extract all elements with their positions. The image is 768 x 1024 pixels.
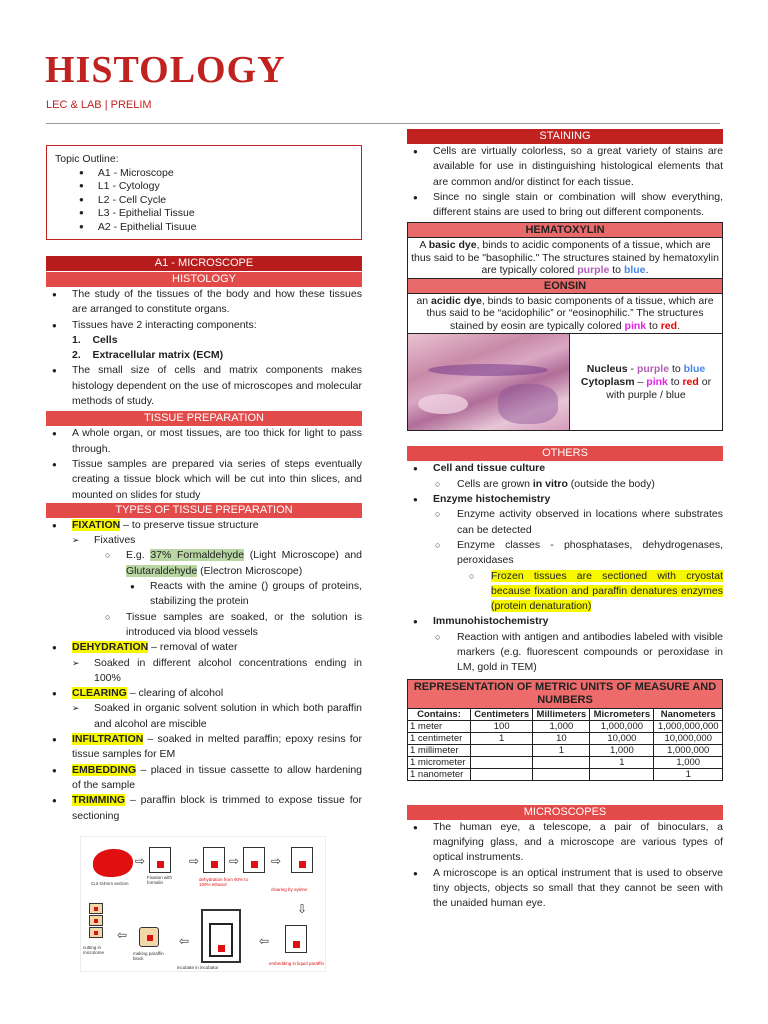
vessel-container [243,847,265,873]
component-cells: Cells [92,333,118,346]
color-blue: blue [683,362,706,375]
fixatives-example [46,548,362,579]
table-cell [470,744,532,756]
histology-point: ● The small size of cells and matrix components makes histology dependent on the use of microscopes and molecular methods of study. [46,363,362,409]
table-cell [470,756,532,768]
flow-label-fixation: Fixation with formalin [147,875,173,885]
embedding-desc: – placed in tissue cassette to allow hardening of the sample [72,763,362,791]
arrow-right-icon: ⇨ [135,854,146,868]
hema-a: A [419,239,429,252]
frozen-note [407,569,723,615]
table-cell: 1,000 [590,744,654,756]
to-text: to [667,375,683,388]
flow-label-cut: Cut 4/4mm section [91,881,129,886]
or-text: or with purple / blue [606,375,712,401]
table-row [408,756,723,768]
outline-item: ● L3 - Epithelial Tissue [79,207,353,221]
fixation-desc: – to preserve tissue structure [120,518,259,531]
section-header-a1: A1 - MICROSCOPE [46,256,362,271]
color-red: red [660,319,678,332]
step-fixation [46,518,362,533]
immuno-sub: ○ Reaction with antigen and antibodies labeled with visible markers (e.g. fluorescent compounds or peroxidase in LM, gold in TEM) [407,630,723,676]
enzyme-sub: ○ Enzyme classes - phosphatases, dehydrogenases, peroxidases [407,538,723,569]
he-example-row [408,334,722,430]
table-header: Centimeters [470,708,532,720]
table-cell: 1,000,000 [654,744,723,756]
eos-an: an [416,294,432,307]
term-trimming: TRIMMING [72,794,126,807]
dehydration-sub: ➢ Soaked in different alcohol concentrations ending in 100% [46,656,362,687]
term-embedding: EMBEDDING [72,763,137,776]
hematoxylin-desc [408,238,722,279]
invitro-text: in vitro [532,477,568,490]
histology-point: ● The study of the tissues of the body and how these tissues are arranged to constitute organs. [46,287,362,318]
section-header-histology: HISTOLOGY [46,272,362,287]
table-cell: 1 centimeter [408,732,471,744]
hema-text: , binds to acidic components of a tissue, which are thus said to be "basophilic." The structures stained by hematoxylin are typically colored [411,239,719,277]
outline-item: ● A2 - Epithelial Tisuue [79,221,353,235]
outline-item: ● L1 - Cytology [79,180,353,194]
dye-table [407,222,723,431]
table-cell: 1 [533,744,590,756]
histology-point: ● Tissues have 2 interacting components: [46,318,362,333]
eg-text: E.g. [126,549,151,562]
tissue-prep-point: ● A whole organ, or most tissues, are too thick for light to pass through. [46,426,362,457]
microscope-point: ● A microscope is an optical instrument that is used to observe tiny objects, objects so small that they cannot be seen with the unaided human eye. [407,866,723,912]
eosin-header: EONSIN [408,279,722,294]
others-enzyme: ● Enzyme histochemistry [407,492,723,507]
divider [46,123,720,124]
arrow-left-icon: ⇦ [259,934,270,948]
eos-acidic-dye: acidic dye [431,294,482,307]
enzyme-sub: ○ Enzyme activity observed in locations where substrates can be detected [407,507,723,538]
eos-text: , binds to basic components of a tissue, which are thus said to be “acidophilic” or “eosinophilic.” The structures stained by eosin are typically colored [426,294,714,332]
table-cell: 10 [533,732,590,744]
arrow-left-icon: ⇦ [117,928,128,942]
outline-item: ● A1 - Microscope [79,167,353,181]
table-cell: 1 [470,732,532,744]
fixatives-label: ➢ Fixatives [46,533,362,548]
em-text: (Electron Microscope) [197,564,303,577]
table-cell: 1,000,000,000 [654,720,723,732]
components-list [46,333,362,364]
flow-label-dehydration: dehydration from 90% to 100% ethanol [199,877,249,887]
component-ecm: Extracellular matrix (ECM) [92,349,224,362]
fixation-container [149,847,171,873]
color-red: red [682,375,699,388]
table-cell: 10,000,000 [654,732,723,744]
section-header-tissue-prep: TISSUE PREPARATION [46,411,362,426]
eosin-desc [408,294,722,335]
table-cell [533,768,590,780]
tissue-prep-point: ● Tissue samples are prepared via series of steps eventually creating a tissue block which will be cut into thin slices, and mounted on slides for study [46,457,362,503]
step-embedding [46,763,362,794]
arrow-right-icon: ⇨ [229,854,240,868]
table-cell: 1,000,000 [590,720,654,732]
step-trimming [46,793,362,824]
flow-label-incubate: incubate in incubator [177,965,219,970]
section-header-others: OTHERS [407,446,723,461]
term-fixation: FIXATION [72,518,121,531]
cytoplasm-label: Cytoplasm [580,375,635,388]
to-text: to [609,264,624,277]
table-cell: 1 [654,768,723,780]
term-infiltration: INFILTRATION [72,733,144,746]
section-header-staining: STAINING [407,129,723,144]
table-cell [533,756,590,768]
flow-label-clearing: clearing by xylene [271,887,308,892]
term-dehydration: DEHYDRATION [72,641,149,654]
cell-culture-sub [407,477,723,492]
microscope-point: ● The human eye, a telescope, a pair of binoculars, a magnifying glass, and a microscope are various types of optical instruments. [407,820,723,866]
hematoxylin-header: HEMATOXYLIN [408,223,722,238]
paraffin-block-icon [139,927,159,947]
table-cell: 1 millimeter [408,744,471,756]
staining-point: ● Since no single stain or combination will show everything, different stains are used to bring out different components. [407,190,723,221]
table-cell [470,768,532,780]
section-header-types: TYPES OF TISSUE PREPARATION [46,503,362,518]
page-title: HISTOLOGY [45,49,286,91]
clearing-container [291,847,313,873]
table-row [408,744,723,756]
arrow-down-icon: ⇩ [297,902,308,916]
color-purple: purple [577,264,610,277]
flow-label-making: making paraffin block [133,951,164,961]
right-column [407,129,723,911]
table-cell: 10,000 [590,732,654,744]
others-cell-culture: ● Cell and tissue culture [407,461,723,476]
page-subtitle: LEC & LAB | PRELIM [46,99,152,111]
to-text: to [646,319,661,332]
he-legend [570,334,722,430]
topic-outline [46,145,362,240]
infiltration-desc: – soaked in melted paraffin; epoxy resins for tissue samples for EM [72,733,362,761]
dehydration-desc: – removal of water [148,641,238,654]
term-clearing: CLEARING [72,687,127,700]
to-text: to [669,362,684,375]
clearing-desc: – clearing of alcohol [126,687,224,700]
step-dehydration [46,640,362,655]
table-header: Millimeters [533,708,590,720]
trimming-desc: – paraffin block is trimmed to expose tissue for sectioning [72,794,362,822]
tissue-blob-icon [93,849,133,877]
metric-table [407,708,723,781]
step-clearing [46,686,362,701]
table-cell: 100 [470,720,532,732]
table-header-row [408,708,723,720]
outline-list [79,167,353,235]
nucleus-label: Nucleus [586,362,628,375]
hema-basic-dye: basic dye [428,239,477,252]
microtome-slices-icon [89,903,103,939]
flow-label-cutting: cutting in microtome [83,945,105,955]
embedding-container [285,925,307,953]
lm-text: (Light Microscope) and [244,549,362,562]
metric-table-wrap [407,679,723,781]
table-header: Contains: [408,708,471,720]
table-cell: 1 nanometer [408,768,471,780]
clearing-sub: ➢ Soaked in organic solvent solution in which both paraffin and alcohol are miscible [46,701,362,732]
frozen-text: Frozen tissues are sectioned with cryostat because fixation and paraffin denatures enzymes (protein denaturation) [491,569,723,613]
left-column [46,256,362,824]
table-row [408,768,723,780]
soaked-point: ○ Tissue samples are soaked, or the solution is introduced via blood vessels [46,610,362,641]
color-pink: pink [646,375,668,388]
table-cell: 1,000 [533,720,590,732]
period: . [645,264,649,277]
outline-label: Topic Outline: [55,153,119,165]
outline-item: ● L2 - Cell Cycle [79,194,353,208]
arrow-right-icon: ⇨ [271,854,282,868]
tissue-prep-flow-diagram [80,836,326,972]
list-number: 1. [72,333,81,346]
metric-table-title: REPRESENTATION OF METRIC UNITS OF MEASURE AND NUMBERS [407,679,723,708]
grown-text: Cells are grown [457,477,533,490]
color-pink: pink [624,319,647,332]
incubator-icon [201,909,241,963]
staining-point: ● Cells are virtually colorless, so a great variety of stains are available for use in distinguishing histological elements that are common and/or distinct for each tissue. [407,144,723,190]
endash: – [634,375,647,388]
period: . [677,319,680,332]
term-glutaraldehyde: Glutaraldehyde [126,564,198,577]
dash: - [627,362,637,375]
table-row [408,720,723,732]
table-row [408,732,723,744]
flow-label-embedding: embedding in liquid paraffin [269,961,324,966]
outside-text: (outside the body) [567,477,655,490]
table-cell: 1 meter [408,720,471,732]
section-header-microscopes: MICROSCOPES [407,805,723,820]
arrow-left-icon: ⇦ [179,934,190,948]
color-blue: blue [623,264,646,277]
table-cell: 1 micrometer [408,756,471,768]
step-infiltration [46,732,362,763]
he-micrograph-image [408,334,570,430]
table-header: Micrometers [590,708,654,720]
reacts-point: ● Reacts with the amine () groups of proteins, stabilizing the protein [46,579,362,610]
table-cell [590,768,654,780]
arrow-right-icon: ⇨ [189,854,200,868]
table-header: Nanometers [654,708,723,720]
others-immuno: ● Immunohistochemistry [407,614,723,629]
term-formaldehyde: 37% Formaldehyde [150,549,245,562]
table-cell: 1,000 [654,756,723,768]
list-number: 2. [72,349,81,362]
color-purple: purple [636,362,670,375]
dehydration-container [203,847,225,873]
table-cell: 1 [590,756,654,768]
